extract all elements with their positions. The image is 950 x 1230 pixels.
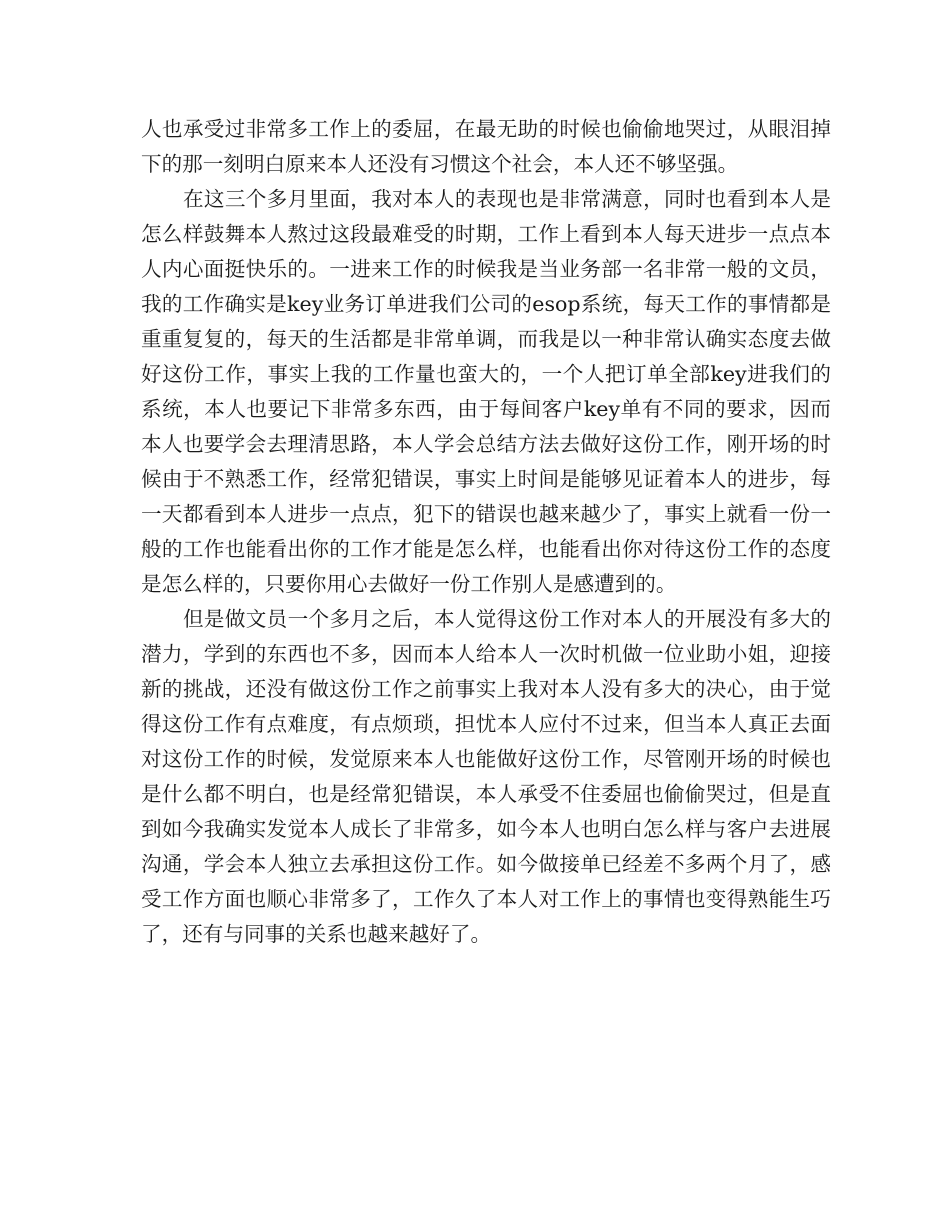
paragraph-new-role: 但是做文员一个多月之后，本人觉得这份工作对本人的开展没有多大的潜力，学到的东西也不多，因而本人给本人一次时机做一位业助小姐，迎接新的挑战，还没有做这份工作之前事实上我对本人没有多大的决心，由于觉得这份工作有点难度，有点烦琐，担忧本人应付不过来，但当本人真正去面对这份工作的时候，发觉原来本人也能做好这份工作，尽管刚开场的时候也是什么都不明白，也是经常犯错误，本人承受不住委屈也偷偷哭过，但是直到如今我确实发觉本人成长了非常多，如今本人也明白怎么样与客户去进展沟通，学会本人独立去承担这份工作。如今做接单已经差不多两个月了，感受工作方面也顺心非常多了，工作久了本人对工作上的事情也变得熟能生巧了，还有与同事的关系也越来越好了。 <box>141 607 831 946</box>
paragraph-continuation: 人也承受过非常多工作上的委屈，在最无助的时候也偷偷地哭过，从眼泪掉下的那一刻明白原来本人还没有习惯这个社会，本人还不够坚强。 <box>141 117 831 176</box>
paragraph-work-progress: 在这三个多月里面，我对本人的表现也是非常满意，同时也看到本人是怎么样鼓舞本人熬过这段最难受的时期，工作上看到本人每天进步一点点本人内心面挺快乐的。一进来工作的时候我是当业务部一名非常一般的文员，我的工作确实是key业务订单进我们公司的esop系统，每天工作的事情都是重重复复的，每天的生活都是非常单调，而我是以一种非常认确实态度去做好这份工作，事实上我的工作量也蛮大的，一个人把订单全部key进我们的系统，本人也要记下非常多东西，由于每间客户key单有不同的要求，因而本人也要学会去理清思路，本人学会总结方法去做好这份工作，刚开场的时候由于不熟悉工作，经常犯错误，事实上时间是能够见证着本人的进步，每一天都看到本人进步一点点，犯下的错误也越来越少了，事实上就看一份一般的工作也能看出你的工作才能是怎么样，也能看出你对待这份工作的态度是怎么样的，只要你用心去做好一份工作别人是感遭到的。 <box>141 187 831 596</box>
document-body <box>141 112 831 952</box>
